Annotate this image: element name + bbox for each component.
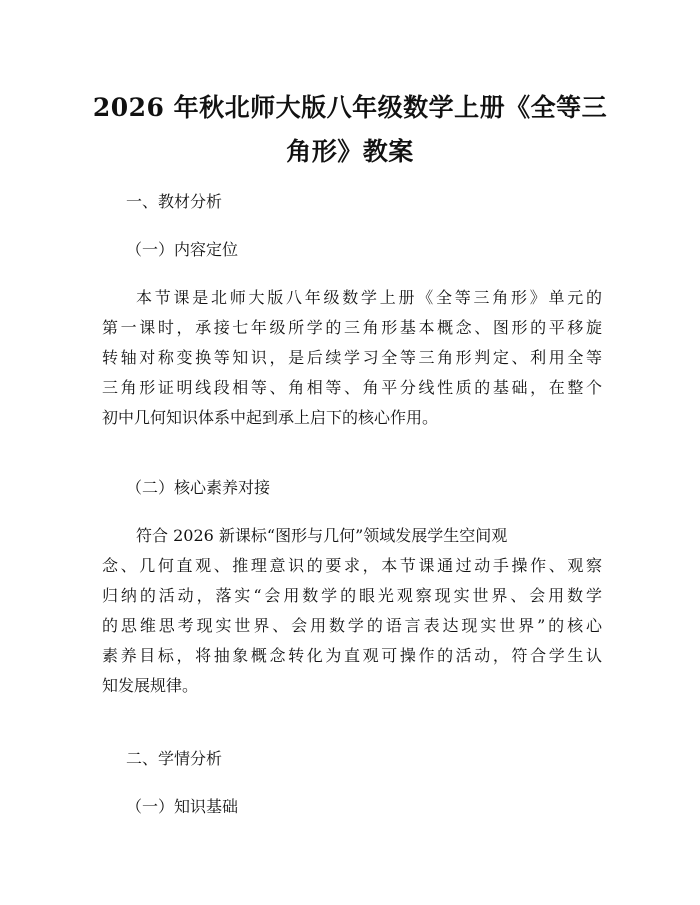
paragraph-line: 素养目标，将抽象概念转化为直观可操作的活动，符合学生认 (102, 646, 602, 665)
paragraph-line: 第一课时，承接七年级所学的三角形基本概念、图形的平移旋 (102, 318, 602, 337)
document-title-line-1: 2026 年秋北师大版八年级数学上册《全等三 (92, 93, 608, 122)
content-positioning-paragraph (102, 283, 602, 433)
document-title-line-2: 角形》教案 (286, 137, 414, 166)
paragraph-line: 本节课是北师大版八年级数学上册《全等三角形》单元的 (136, 288, 602, 307)
paragraph-line: 转轴对称变换等知识，是后续学习全等三角形判定、利用全等 (102, 348, 602, 367)
core-literacy-paragraph (102, 521, 602, 701)
paragraph-line: 知发展规律。 (102, 676, 199, 695)
section-1-heading: 一、教材分析 (126, 192, 223, 211)
paragraph-line: 念、几何直观、推理意识的要求，本节课通过动手操作、观察 (102, 556, 602, 575)
paragraph-line: 的思维思考现实世界、会用数学的语言表达现实世界”的核心 (102, 616, 602, 635)
section-1-subheading-2: （二）核心素养对接 (126, 478, 271, 497)
paragraph-line: 初中几何知识体系中起到承上启下的核心作用。 (102, 408, 439, 427)
section-2-subheading-1: （一）知识基础 (126, 797, 239, 816)
paragraph-line: 三角形证明线段相等、角相等、角平分线性质的基础，在整个 (102, 378, 602, 397)
paragraph-line: 符合 2026 新课标“图形与几何”领域发展学生空间观 (136, 526, 508, 545)
paragraph-line: 归纳的活动，落实“会用数学的眼光观察现实世界、会用数学 (102, 586, 602, 605)
section-2-heading: 二、学情分析 (126, 749, 223, 768)
section-1-subheading-1: （一）内容定位 (126, 240, 239, 259)
